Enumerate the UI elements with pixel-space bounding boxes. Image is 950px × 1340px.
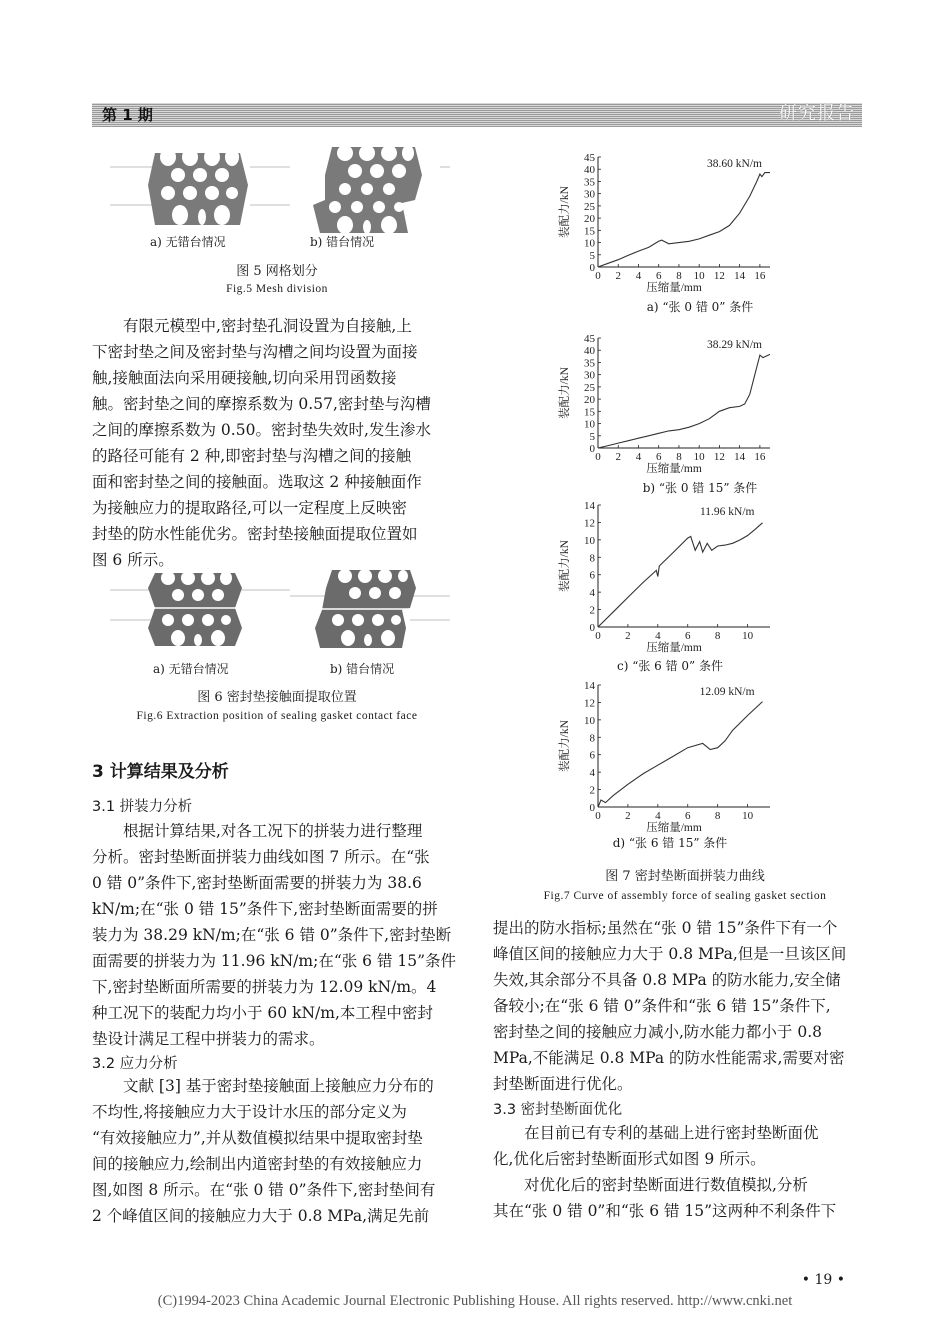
text-line: 的路径可能有 2 种,即密封垫与沟槽之间的接触: [92, 447, 412, 465]
text-line: 下,密封垫断面所需要的拼装力为 12.09 kN/m。4: [92, 978, 437, 996]
text-line: 种工况下的装配力均小于 60 kN/m,本工程中密封: [92, 1004, 433, 1022]
y-tick-label: 12: [584, 517, 595, 530]
chart-a-title: a) “张 0 错 0” 条件: [646, 300, 754, 314]
x-tick-label: 0: [595, 810, 601, 822]
y-tick-label: 35: [584, 357, 595, 370]
fig7-caption-cn: 图 7 密封垫断面拼装力曲线: [605, 869, 765, 884]
x-tick-label: 16: [754, 451, 766, 463]
y-tick-label: 14: [584, 500, 595, 512]
x-tick-label: 2: [625, 630, 631, 642]
text-line: 提出的防水指标;虽然在“张 0 错 15”条件下有一个: [493, 919, 838, 937]
text-line: 封垫断面进行优化。: [493, 1075, 633, 1093]
x-tick-label: 2: [615, 270, 621, 282]
y-tick-label: 5: [589, 430, 595, 443]
text-line: 密封垫之间的接触应力减小,防水能力都小于 0.8: [493, 1023, 823, 1041]
x-tick-label: 16: [754, 270, 766, 282]
text-line: 触,接触面法向采用硬接触,切向采用罚函数接: [92, 369, 397, 387]
y-tick-label: 0: [589, 262, 595, 274]
x-tick-label: 4: [655, 630, 661, 642]
fig7-charts: [550, 145, 810, 860]
text-line: 垫设计满足工程中拼装力的需求。: [92, 1030, 325, 1048]
x-tick-label: 4: [655, 810, 661, 822]
text-line: 图 6 所示。: [92, 551, 174, 569]
x-tick-label: 8: [676, 270, 682, 282]
y-tick-label: 30: [584, 188, 595, 201]
fig6-caption-cn: 图 6 密封垫接触面提取位置: [197, 690, 357, 705]
y-tick-label: 0: [589, 622, 595, 634]
fig5-caption-en: Fig.5 Mesh division: [226, 283, 328, 295]
y-tick-label: 30: [584, 369, 595, 382]
x-tick-label: 6: [655, 451, 662, 463]
text-line: 根据计算结果,对各工况下的拼装力进行整理: [123, 822, 423, 840]
text-line: 装力为 38.29 kN/m;在“张 6 错 0”条件下,密封垫断: [92, 926, 452, 944]
x-tick-label: 10: [742, 810, 754, 822]
y-tick-label: 8: [589, 552, 595, 565]
x-tick-label: 6: [655, 270, 662, 282]
y-tick-label: 40: [584, 345, 595, 358]
series-line: [598, 523, 763, 627]
chart-b-title: b) “张 0 错 15” 条件: [642, 481, 758, 495]
y-axis-label: 装配力/kN: [559, 540, 571, 592]
y-tick-label: 2: [589, 604, 595, 617]
x-axis-label: 压缩量/mm: [646, 463, 702, 475]
page-number: • 19 •: [801, 1272, 845, 1288]
peak-annotation: 38.29 kN/m: [707, 339, 762, 351]
section-name: 研究报告: [779, 103, 855, 124]
fig5-caption-cn: 图 5 网格划分: [236, 264, 318, 279]
y-tick-label: 6: [589, 749, 595, 762]
x-tick-label: 14: [734, 270, 746, 282]
y-tick-label: 25: [584, 381, 595, 394]
text-line: 触。密封垫之间的摩擦系数为 0.57,密封垫与沟槽: [92, 395, 431, 413]
y-tick-label: 0: [589, 443, 595, 455]
peak-annotation: 38.60 kN/m: [707, 158, 762, 170]
fig5-sub-a: a) 无错台情况: [150, 235, 226, 249]
y-tick-label: 40: [584, 164, 595, 177]
text-line: 备较小;在“张 6 错 0”条件和“张 6 错 15”条件下,: [493, 997, 831, 1015]
section-3-heading: 3 计算结果及分析: [92, 762, 229, 782]
text-line: 峰值区间的接触应力大于 0.8 MPa,但是一旦该区间: [493, 945, 847, 963]
x-axis-label: 压缩量/mm: [646, 822, 702, 834]
y-tick-label: 2: [589, 784, 595, 797]
text-line: 其在“张 0 错 0”和“张 6 错 15”这两种不利条件下: [493, 1202, 837, 1220]
x-tick-label: 0: [595, 630, 601, 642]
text-line: 图,如图 8 所示。在“张 0 错 0”条件下,密封垫间有: [92, 1181, 436, 1199]
x-tick-label: 8: [676, 451, 682, 463]
text-line: 面和密封垫之间的接触面。选取这 2 种接触面作: [92, 473, 422, 491]
y-tick-label: 45: [584, 152, 595, 164]
x-axis-label: 压缩量/mm: [646, 642, 702, 654]
y-axis-label: 装配力/kN: [559, 186, 571, 238]
x-tick-label: 12: [713, 270, 725, 282]
text-line: 0 错 0”条件下,密封垫断面需要的拼装力为 38.6: [92, 874, 422, 892]
y-tick-label: 6: [589, 569, 595, 582]
y-tick-label: 10: [584, 418, 595, 431]
text-line: 为接触应力的提取路径,可以一定程度上反映密: [92, 499, 407, 517]
y-tick-label: 14: [584, 680, 595, 692]
fig6-caption-en: Fig.6 Extraction position of sealing gasket contact face: [136, 710, 418, 722]
section-3-2-heading: 3.2 应力分析: [92, 1056, 178, 1072]
fig6-sub-b: b) 错台情况: [330, 662, 395, 676]
copyright-footer: (C)1994-2023 China Academic Journal Electronic Publishing House. All rights reserved. http://www.cnki.net: [157, 1293, 793, 1309]
text-line: 文献 [3] 基于密封垫接触面上接触应力分布的: [123, 1077, 434, 1095]
y-tick-label: 10: [584, 714, 595, 727]
x-tick-label: 10: [693, 451, 705, 463]
y-tick-label: 35: [584, 176, 595, 189]
text-line: 失效,其余部分不具备 0.8 MPa 的防水能力,安全储: [493, 971, 841, 989]
text-line: 2 个峰值区间的接触应力大于 0.8 MPa,满足先前: [92, 1207, 430, 1225]
x-tick-label: 4: [635, 270, 642, 282]
peak-annotation: 12.09 kN/m: [699, 686, 755, 698]
x-tick-label: 10: [742, 630, 754, 642]
fig5-sub-b: b) 错台情况: [310, 235, 375, 249]
y-tick-label: 20: [584, 394, 595, 407]
x-tick-label: 12: [713, 451, 725, 463]
x-axis-label: 压缩量/mm: [646, 282, 702, 294]
x-tick-label: 0: [595, 270, 601, 282]
section-3-3-heading: 3.3 密封垫断面优化: [493, 1102, 623, 1118]
y-tick-label: 45: [584, 333, 595, 345]
x-tick-label: 0: [595, 451, 601, 463]
y-tick-label: 4: [589, 587, 595, 600]
fig7-caption-en: Fig.7 Curve of assembly force of sealing gasket section: [543, 890, 827, 902]
y-tick-label: 20: [584, 213, 595, 226]
text-line: 化,优化后密封垫断面形式如图 9 所示。: [493, 1150, 766, 1168]
text-line: 对优化后的密封垫断面进行数值模拟,分析: [524, 1176, 808, 1194]
chart-c-title: c) “张 6 错 0” 条件: [616, 659, 723, 673]
paragraph-waterproof: [493, 915, 865, 1097]
paragraph-optimization: [493, 1120, 865, 1224]
text-line: MPa,不能满足 0.8 MPa 的防水性能需求,需要对密: [493, 1049, 845, 1067]
y-tick-label: 10: [584, 534, 595, 547]
fig6-contact-image: [110, 568, 450, 650]
y-tick-label: 15: [584, 406, 595, 419]
text-line: 下密封垫之间及密封垫与沟槽之间均设置为面接: [92, 343, 418, 361]
y-axis-label: 装配力/kN: [559, 367, 571, 419]
y-tick-label: 0: [589, 802, 595, 814]
text-line: 封垫的防水性能优劣。密封垫接触面提取位置如: [92, 525, 418, 543]
x-tick-label: 14: [734, 451, 746, 463]
peak-annotation: 11.96 kN/m: [699, 506, 755, 518]
x-tick-label: 6: [684, 630, 691, 642]
paragraph-stress-analysis: [92, 1073, 462, 1229]
y-tick-label: 5: [589, 249, 595, 262]
x-tick-label: 2: [615, 451, 621, 463]
x-tick-label: 2: [625, 810, 631, 822]
series-line: [598, 702, 763, 807]
x-tick-label: 8: [714, 810, 721, 822]
text-line: 有限元模型中,密封垫孔洞设置为自接触,上: [123, 317, 412, 335]
text-line: 不均性,将接触应力大于设计水压的部分定义为: [92, 1103, 407, 1121]
section-3-1-heading: 3.1 拼装力分析: [92, 799, 193, 815]
issue-label: 第 1 期: [102, 106, 153, 124]
text-line: “有效接触应力”,并从数值模拟结果中提取密封垫: [92, 1129, 423, 1147]
y-tick-label: 10: [584, 237, 595, 250]
x-tick-label: 10: [693, 270, 705, 282]
text-line: 在目前已有专利的基础上进行密封垫断面优: [524, 1124, 819, 1142]
x-tick-label: 6: [684, 810, 691, 822]
y-tick-label: 25: [584, 200, 595, 213]
y-axis-label: 装配力/kN: [559, 720, 571, 772]
text-line: 间的接触应力,绘制出内道密封垫的有效接触应力: [92, 1155, 423, 1173]
series-line: [598, 173, 770, 267]
header-band: [92, 103, 862, 127]
series-line: [598, 354, 770, 448]
text-line: kN/m;在“张 0 错 15”条件下,密封垫断面需要的拼: [92, 900, 438, 918]
y-tick-label: 8: [589, 732, 595, 745]
y-tick-label: 4: [589, 767, 595, 780]
text-line: 面需要的拼装力为 11.96 kN/m;在“张 6 错 15”条件: [92, 952, 457, 970]
text-line: 分析。密封垫断面拼装力曲线如图 7 所示。在“张: [92, 848, 430, 866]
y-tick-label: 15: [584, 225, 595, 238]
text-line: 之间的摩擦系数为 0.50。密封垫失效时,发生渗水: [92, 421, 431, 439]
y-tick-label: 12: [584, 697, 595, 710]
x-tick-label: 8: [714, 630, 721, 642]
x-tick-label: 4: [635, 451, 642, 463]
paragraph-contact-settings: [92, 313, 462, 573]
fig6-sub-a: a) 无错台情况: [153, 662, 229, 676]
chart-d-title: d) “张 6 错 15” 条件: [612, 836, 728, 850]
paragraph-assembly-force: [92, 818, 462, 1052]
fig5-mesh-image: [110, 145, 450, 235]
